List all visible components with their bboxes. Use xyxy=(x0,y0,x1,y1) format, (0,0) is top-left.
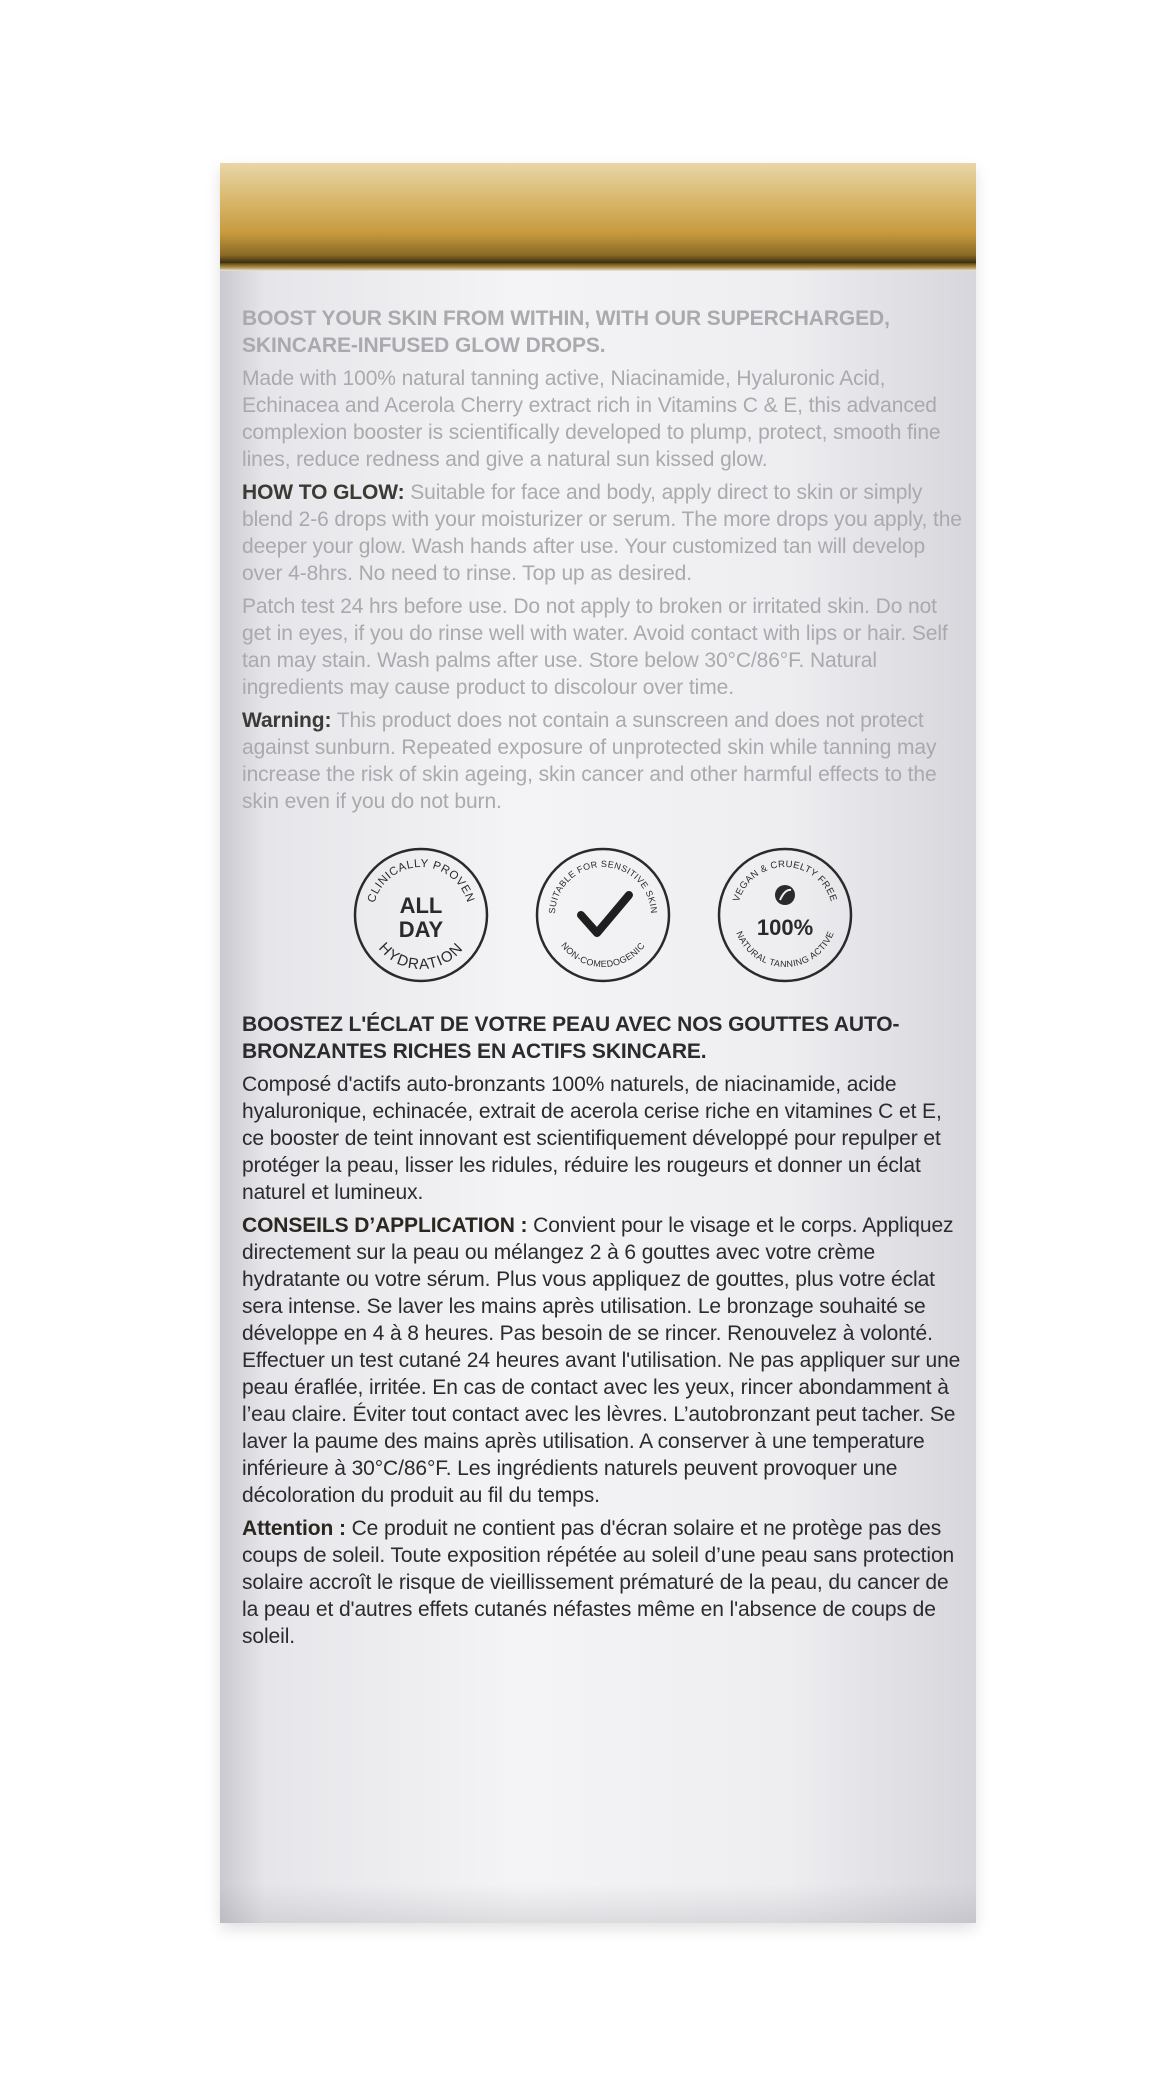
svg-text:HYDRATION xyxy=(375,939,466,973)
english-description: Made with 100% natural tanning active, Niacinamide, Hyaluronic Acid, Echinacea and Acerola Cherry extract rich in Vitamins C & E, this advanced complexion booster is scientifically developed to plump, protect, smooth fine lines, reduce redness and give a natural sun kissed glow. xyxy=(242,367,941,471)
badge-sensitive-skin xyxy=(533,845,673,985)
svg-text:NON-COMEDOGENIC xyxy=(559,940,647,969)
box-bottom-shadow xyxy=(220,1883,976,1923)
badge-all-day-hydration xyxy=(351,845,491,985)
french-description: Composé d'actifs auto-bronzants 100% naturels, de niacinamide, acide hyaluronique, echinacée, extrait de acerola cerise riche en vitamines C et E, ce booster de teint innovant est scientifiquement développé pour repulper et protéger la peau, lisser les ridules, réduire les rougeurs et donner un éclat naturel et lumineux. xyxy=(242,1073,942,1204)
attention-text: Ce produit ne contient pas d'écran solaire et ne protège pas des coups de soleil. Toute exposition répétée au soleil d’une peau sans protection solaire accroît le risque de vieillissement prématuré de la peau, du cancer de la peau et d'autres effets cutanés néfastes même en l'absence de coups de soleil. xyxy=(242,1517,955,1648)
english-patch-test: Patch test 24 hrs before use. Do not apply to broken or irritated skin. Do not get in eyes, if you do rinse well with water. Avoid contact with lips or hair. Self tan may stain. Wash palms after use. Store below 30°C/86°F. Natural ingredients may cause product to discolour over time. xyxy=(242,595,948,699)
natural-bottom-arc: NATURAL TANNING ACTIVE xyxy=(734,929,836,970)
natural-top-arc: VEGAN & CRUELTY FREE xyxy=(731,858,839,904)
hydration-all: ALL xyxy=(399,893,443,918)
english-headline: BOOST YOUR SKIN FROM WITHIN, WITH OUR SUPERCHARGED, SKINCARE-INFUSED GLOW DROPS. xyxy=(242,307,890,357)
how-to-label: HOW TO GLOW: xyxy=(242,481,405,504)
hydration-top-arc: CLINICALLY PROVEN xyxy=(365,857,477,905)
french-section xyxy=(242,1011,964,1650)
warning-text: This product does not contain a sunscreen and does not protect against sunburn. Repeated exposure of unprotected skin while tanning may increase the risk of skin ageing, skin cancer and other harmful effects to the skin even if you do not burn. xyxy=(242,709,937,813)
french-conseils xyxy=(242,1212,964,1509)
claim-badges xyxy=(242,845,964,985)
label-text-panel xyxy=(242,305,964,1650)
badge-natural-tanning xyxy=(715,845,855,985)
attention-label: Attention : xyxy=(242,1517,346,1540)
hydration-bottom-arc: HYDRATION xyxy=(375,939,467,974)
english-warning xyxy=(242,707,964,815)
conseils-label: CONSEILS D’APPLICATION : xyxy=(242,1214,528,1237)
natural-100-percent: 100% xyxy=(756,915,814,940)
english-section xyxy=(242,305,964,815)
gold-cap xyxy=(220,163,976,263)
svg-text:SUITABLE FOR SENSITIVE SKIN xyxy=(547,859,659,914)
english-how-to xyxy=(242,479,964,587)
checkmark-icon xyxy=(581,895,629,933)
conseils-text: Convient pour le visage et le corps. Appliquez directement sur la peau ou mélangez 2 à 6 gouttes avec votre crème hydratante ou votre sérum. Plus vous appliquez de gouttes, plus votre éclat sera intense. Se laver les mains après utilisation. Le bronzage souhaité se développe en 4 à 8 heures. Pas besoin de se rincer. Renouvelez à volonté. Effectuer un test cutané 24 heures avant l'utilisation. Ne pas appliquer sur une peau éraflée, irritée. En cas de contact avec les yeux, rincer abondamment à l’eau claire. Éviter tout contact avec les lèvres. L’autobronzant peut tacher. Se laver la paume des mains après utilisation. A conserver à une temperature inférieure à 30°C/86°F. Les ingrédients naturels peuvent provoquer une décoloration du produit au fil du temps. xyxy=(242,1214,961,1507)
hydration-day: DAY xyxy=(398,917,444,942)
french-attention xyxy=(242,1515,964,1650)
warning-label: Warning: xyxy=(242,709,332,732)
leaf-icon xyxy=(775,885,795,905)
gold-cap-lip xyxy=(220,263,976,271)
sensitive-top-arc: SUITABLE FOR SENSITIVE SKIN xyxy=(546,858,660,915)
how-to-text: Suitable for face and body, apply direct to skin or simply blend 2-6 drops with your moisturizer or serum. The more drops you apply, the deeper your glow. Wash hands after use. Your customized tan will develop over 4-8hrs. No need to rinse. Top up as desired. xyxy=(242,481,962,585)
french-headline: BOOSTEZ L'ÉCLAT DE VOTRE PEAU AVEC NOS GOUTTES AUTO-BRONZANTES RICHES EN ACTIFS SKINCARE. xyxy=(242,1013,900,1063)
sensitive-bottom-arc: NON-COMEDOGENIC xyxy=(559,940,647,970)
